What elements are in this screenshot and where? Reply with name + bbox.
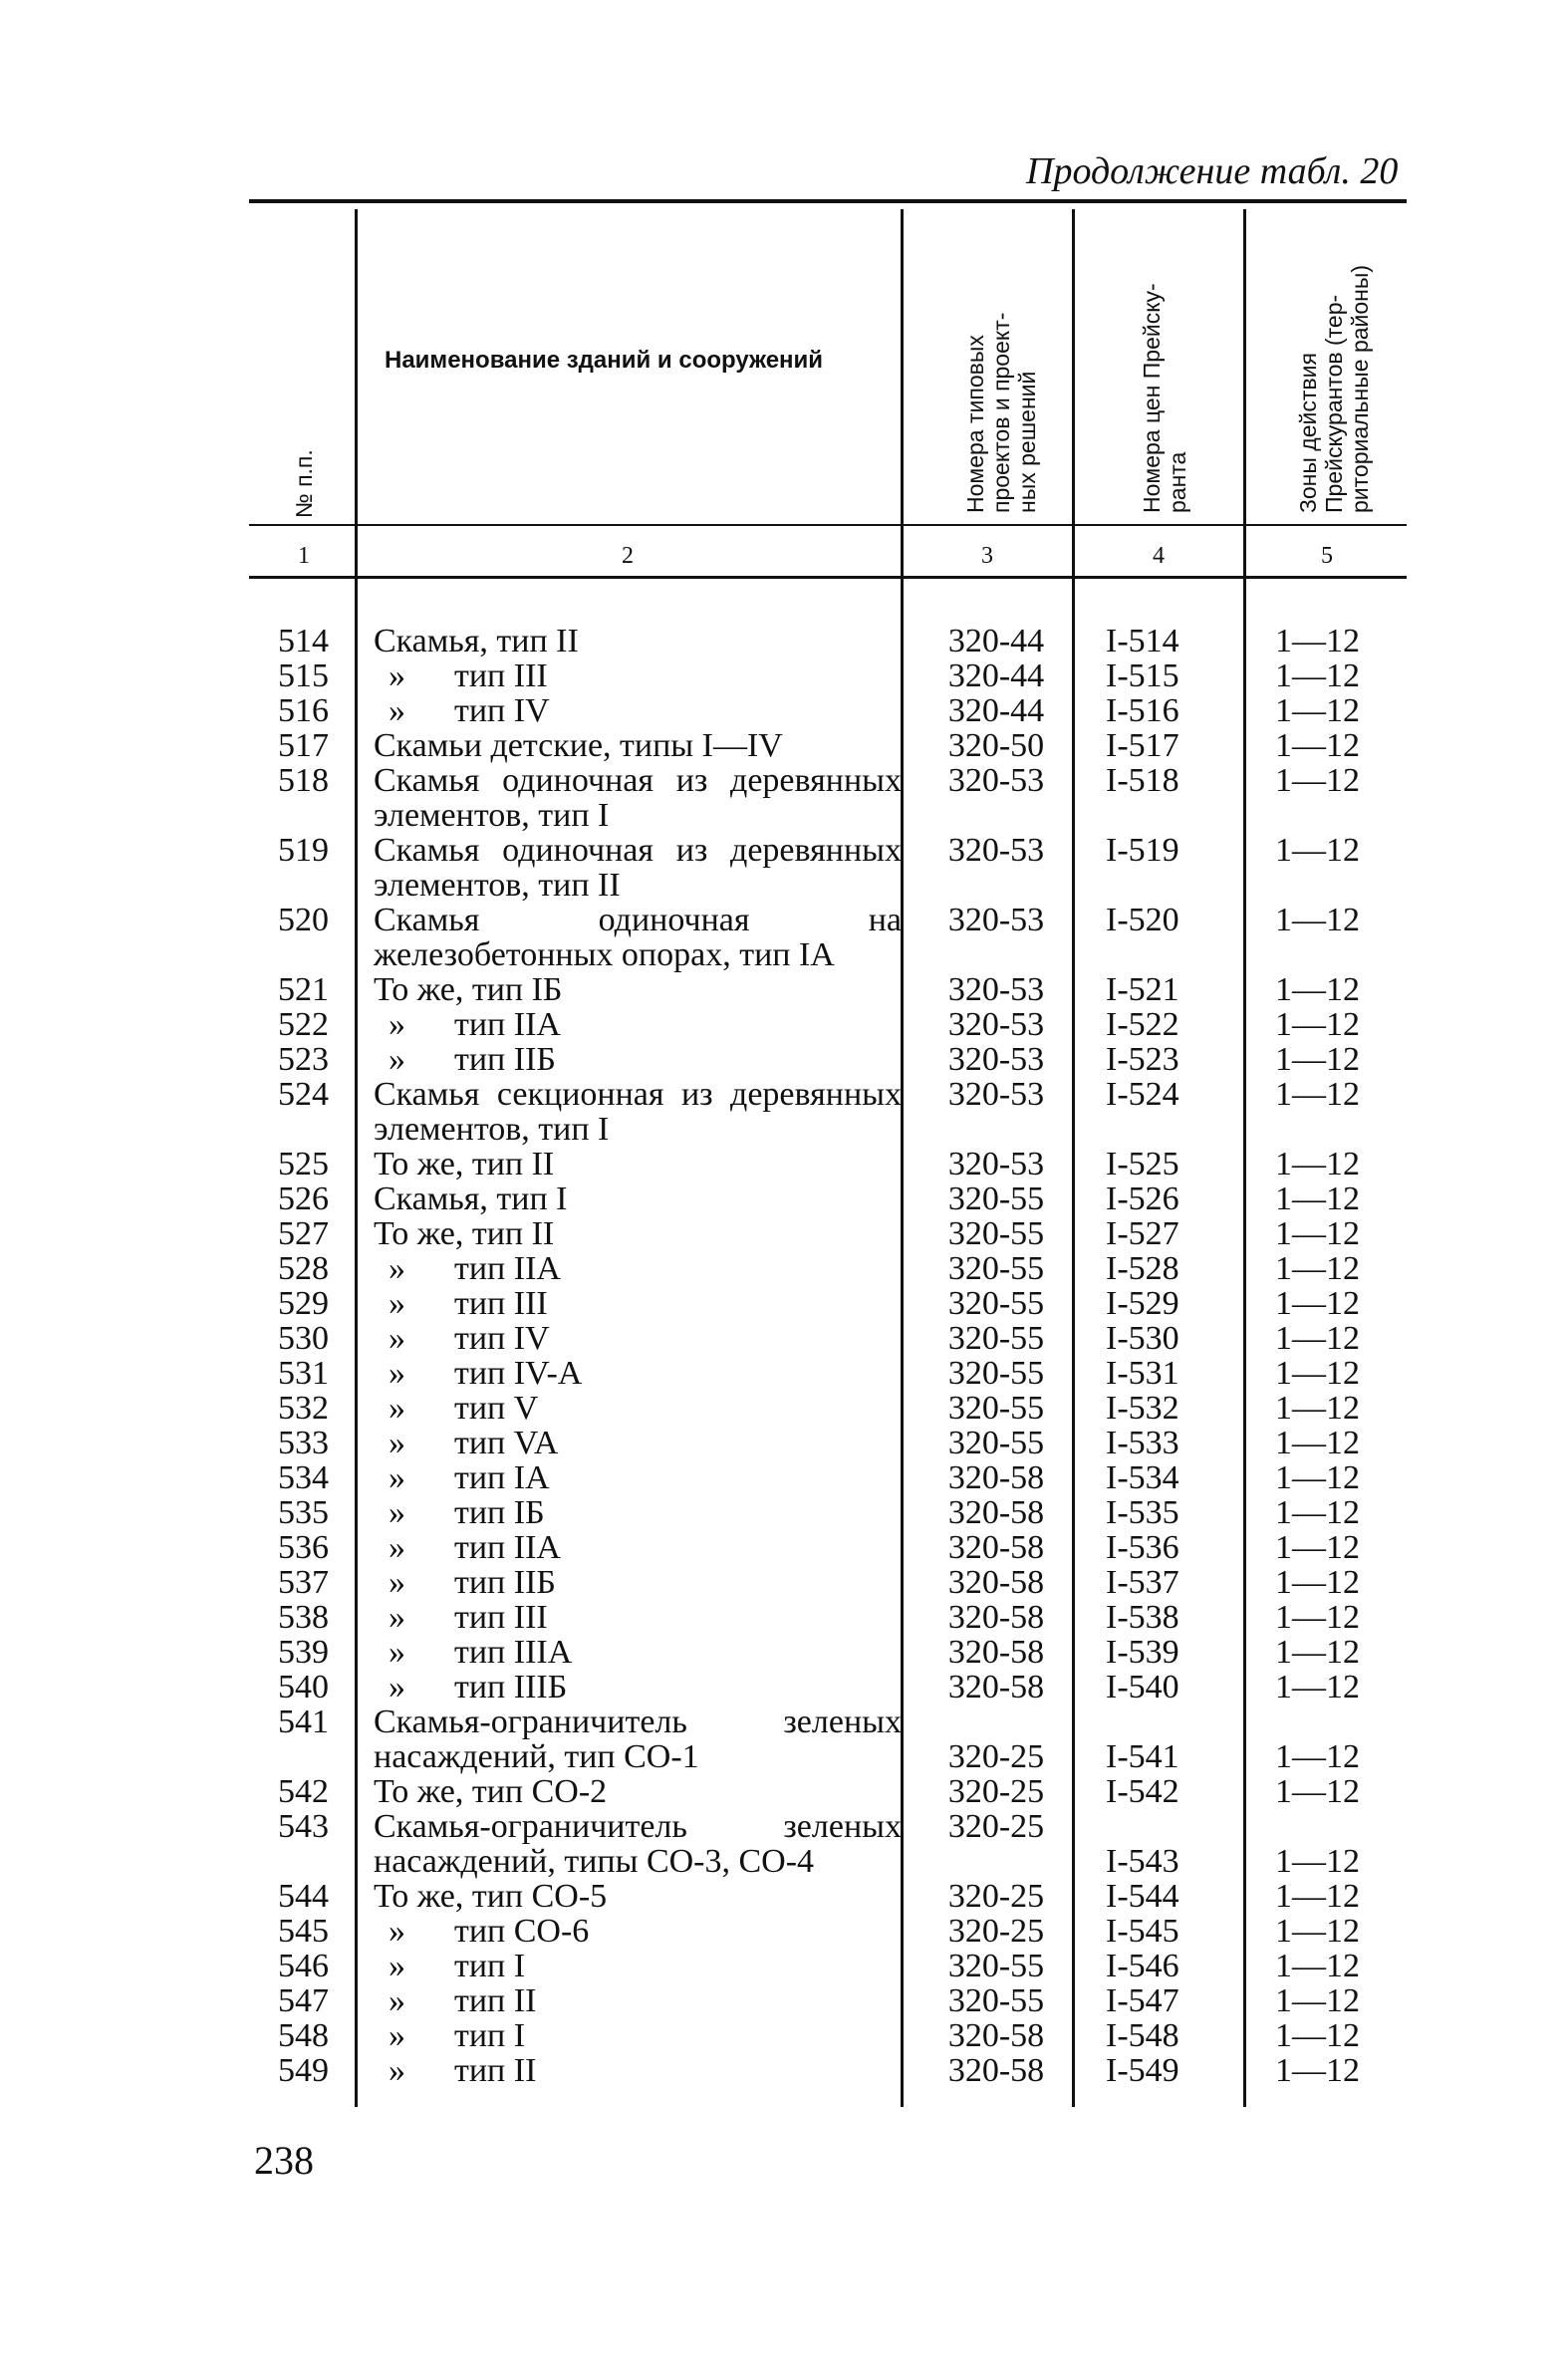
- row-number: 541: [278, 1704, 329, 1740]
- row-number: 538: [278, 1599, 329, 1636]
- row-name-text: тип IV-A: [454, 1355, 583, 1392]
- table-row: [249, 1600, 1407, 1635]
- table-row: [249, 1530, 1407, 1565]
- row-number: 537: [278, 1564, 329, 1601]
- row-name-text: тип IIА: [454, 1250, 561, 1287]
- row-number: 525: [278, 1146, 329, 1182]
- row-project: 320-55: [947, 1355, 1045, 1392]
- table-row: [249, 1251, 1407, 1286]
- row-project: 320-58: [947, 1564, 1045, 1601]
- row-name: [374, 1356, 902, 1391]
- row-number: 547: [278, 1982, 329, 2019]
- row-price-number: I-526: [1106, 1180, 1179, 1217]
- row-number: 520: [278, 902, 329, 938]
- row-project: 320-53: [947, 902, 1045, 938]
- header-col3: [962, 313, 1040, 513]
- row-number: 533: [278, 1425, 329, 1461]
- row-price-number: I-522: [1106, 1006, 1179, 1043]
- row-zone: 1—12: [1275, 1494, 1360, 1531]
- row-name-text: тип СО-6: [454, 1913, 590, 1950]
- row-name: [374, 2053, 902, 2088]
- row-price-number: I-520: [1106, 902, 1179, 938]
- row-project: 320-53: [947, 971, 1045, 1008]
- table-row: [249, 1460, 1407, 1495]
- row-project: 320-25: [947, 1913, 1045, 1950]
- header-col2: Наименование зданий и сооружений: [385, 347, 824, 374]
- row-project: 320-58: [947, 1529, 1045, 1566]
- colnum-2: 2: [622, 543, 634, 569]
- table-row: [249, 624, 1407, 658]
- row-name-text: тип III: [454, 1599, 548, 1636]
- row-project: 320-53: [947, 1041, 1045, 1078]
- row-number: 531: [278, 1355, 329, 1392]
- ditto-mark: »: [389, 1564, 405, 1601]
- table-row: [249, 658, 1407, 693]
- row-number: 529: [278, 1285, 329, 1322]
- header-col1: [291, 449, 317, 518]
- ditto-mark: »: [389, 1982, 405, 2019]
- header-col3-line3: ных решений: [1014, 371, 1040, 513]
- row-price-number: I-539: [1106, 1634, 1179, 1671]
- row-project: 320-53: [947, 762, 1045, 799]
- row-number: 536: [278, 1529, 329, 1566]
- row-price-number: I-518: [1106, 762, 1179, 799]
- table-top-rule: [249, 199, 1407, 203]
- row-number: 542: [278, 1773, 329, 1810]
- row-project: 320-58: [947, 2052, 1045, 2089]
- row-name-text: тип IIБ: [454, 1041, 556, 1078]
- row-zone: 1—12: [1275, 1425, 1360, 1461]
- table-row: [249, 1147, 1407, 1181]
- table-row: [249, 833, 1407, 903]
- row-price-number: I-527: [1106, 1215, 1179, 1252]
- row-name-text: тип III: [454, 657, 548, 694]
- row-zone: 1—12: [1275, 2052, 1360, 2089]
- row-number: 548: [278, 2017, 329, 2054]
- row-name: [374, 1635, 902, 1670]
- row-name-text: тип I: [454, 2017, 526, 2054]
- row-zone: 1—12: [1275, 1076, 1360, 1113]
- row-zone: 1—12: [1275, 623, 1360, 659]
- table-row: [249, 2053, 1407, 2088]
- header-bottom-rule: [249, 524, 1407, 526]
- row-zone: 1—12: [1275, 657, 1360, 694]
- row-name: То же, тип СО-2: [374, 1773, 608, 1810]
- row-project: 320-55: [947, 1390, 1045, 1427]
- row-price-number: I-546: [1106, 1948, 1179, 1984]
- table-row: [249, 1042, 1407, 1077]
- row-number: 544: [278, 1878, 329, 1915]
- row-number: 527: [278, 1215, 329, 1252]
- row-number: 528: [278, 1250, 329, 1287]
- table-row: [249, 1356, 1407, 1391]
- row-name: [374, 1042, 902, 1077]
- row-project: 320-44: [947, 692, 1045, 729]
- row-zone: 1—12: [1275, 1773, 1360, 1810]
- row-zone: 1—12: [1275, 1634, 1360, 1671]
- row-project: 320-55: [947, 1180, 1045, 1217]
- table-body: [249, 624, 1407, 2088]
- row-price-number: I-515: [1106, 657, 1179, 694]
- row-price-number: I-514: [1106, 623, 1179, 659]
- row-name: [374, 2018, 902, 2053]
- row-name: [374, 1600, 902, 1635]
- table-row: [249, 972, 1407, 1007]
- table-row: [249, 1495, 1407, 1530]
- ditto-mark: »: [389, 692, 405, 729]
- row-project: 320-53: [947, 1006, 1045, 1043]
- row-number: 526: [278, 1180, 329, 1217]
- row-name: [374, 1321, 902, 1356]
- table-row: [249, 1321, 1407, 1356]
- table-row: [249, 1809, 1407, 1879]
- row-name: То же, тип IБ: [374, 971, 563, 1008]
- table-row: [249, 1914, 1407, 1949]
- row-name-text: тип IV: [454, 692, 550, 729]
- table-row: [249, 1774, 1407, 1809]
- table-row: [249, 903, 1407, 972]
- row-name: Скамья, тип II: [374, 623, 579, 659]
- row-project: 320-58: [947, 1669, 1045, 1705]
- ditto-mark: »: [389, 1494, 405, 1531]
- row-price-number: I-529: [1106, 1285, 1179, 1322]
- row-number: 514: [278, 623, 329, 659]
- table-caption: Продолжение табл. 20: [1026, 150, 1399, 192]
- ditto-mark: »: [389, 1948, 405, 1984]
- row-name: То же, тип СО-5: [374, 1878, 608, 1915]
- row-name-text: тип I: [454, 1948, 526, 1984]
- row-price-number: I-541: [1106, 1738, 1179, 1775]
- row-zone: 1—12: [1275, 1146, 1360, 1182]
- row-number: 516: [278, 692, 329, 729]
- row-price-number: I-525: [1106, 1146, 1179, 1182]
- table-row: [249, 1983, 1407, 2018]
- row-number: 545: [278, 1913, 329, 1950]
- ditto-mark: »: [389, 2017, 405, 2054]
- row-price-number: I-542: [1106, 1773, 1179, 1810]
- row-name: Скамья одиночная на железобетонных опорах, тип IA: [374, 902, 902, 973]
- row-price-number: I-534: [1106, 1459, 1179, 1496]
- table-row: [249, 763, 1407, 833]
- row-name: [374, 1007, 902, 1042]
- row-price-number: I-523: [1106, 1041, 1179, 1078]
- ditto-mark: »: [389, 1529, 405, 1566]
- row-project: 320-58: [947, 1634, 1045, 1671]
- row-zone: 1—12: [1275, 1913, 1360, 1950]
- ditto-mark: »: [389, 1390, 405, 1427]
- row-name: [374, 1670, 902, 1705]
- row-zone: 1—12: [1275, 1948, 1360, 1984]
- table-row: [249, 1216, 1407, 1251]
- ditto-mark: »: [389, 1355, 405, 1392]
- row-zone: 1—12: [1275, 1878, 1360, 1915]
- table-row: [249, 1286, 1407, 1321]
- table-row: [249, 1879, 1407, 1914]
- row-zone: 1—12: [1275, 1529, 1360, 1566]
- ditto-mark: »: [389, 1669, 405, 1705]
- row-zone: 1—12: [1275, 971, 1360, 1008]
- row-project: 320-44: [947, 657, 1045, 694]
- row-name: [374, 1565, 902, 1600]
- ditto-mark: »: [389, 1634, 405, 1671]
- row-name-text: тип V: [454, 1390, 539, 1427]
- row-number: 519: [278, 832, 329, 869]
- row-zone: 1—12: [1275, 832, 1360, 869]
- row-price-number: I-533: [1106, 1425, 1179, 1461]
- ditto-mark: »: [389, 1250, 405, 1287]
- row-number: 540: [278, 1669, 329, 1705]
- row-name-text: тип IV: [454, 1320, 550, 1357]
- ditto-mark: »: [389, 1459, 405, 1496]
- row-name-text: тип III: [454, 1285, 548, 1322]
- row-zone: 1—12: [1275, 1041, 1360, 1078]
- row-price-number: I-528: [1106, 1250, 1179, 1287]
- table-row: [249, 2018, 1407, 2053]
- row-number: 518: [278, 762, 329, 799]
- row-name: Скамья, тип I: [374, 1180, 568, 1217]
- row-number: 530: [278, 1320, 329, 1357]
- row-price-number: I-532: [1106, 1390, 1179, 1427]
- row-project: 320-55: [947, 1982, 1045, 2019]
- row-name: [374, 1251, 902, 1286]
- table-row: [249, 1670, 1407, 1705]
- colnum-bottom-rule: [249, 576, 1407, 579]
- row-price-number: I-538: [1106, 1599, 1179, 1636]
- row-price-number: I-543: [1106, 1843, 1179, 1880]
- row-number: 515: [278, 657, 329, 694]
- row-project: 320-55: [947, 1250, 1045, 1287]
- row-price-number: I-548: [1106, 2017, 1179, 2054]
- ditto-mark: »: [389, 1041, 405, 1078]
- table-row: [249, 728, 1407, 763]
- row-number: 549: [278, 2052, 329, 2089]
- table-row: [249, 693, 1407, 728]
- row-name: [374, 658, 902, 693]
- table-row: [249, 1007, 1407, 1042]
- row-project: 320-25: [947, 1878, 1045, 1915]
- row-number: 535: [278, 1494, 329, 1531]
- row-name: [374, 1391, 902, 1426]
- row-zone: 1—12: [1275, 1390, 1360, 1427]
- row-project: 320-25: [947, 1773, 1045, 1810]
- ditto-mark: »: [389, 1599, 405, 1636]
- row-name: Скамья-ограничитель зеленых насаждений, типы СО-3, СО-4: [374, 1808, 902, 1880]
- row-zone: 1—12: [1275, 902, 1360, 938]
- row-price-number: I-531: [1106, 1355, 1179, 1392]
- row-project: 320-25: [947, 1738, 1045, 1775]
- header-col4-line2: ранта: [1165, 451, 1190, 513]
- row-price-number: I-545: [1106, 1913, 1179, 1950]
- row-number: 521: [278, 971, 329, 1008]
- row-zone: 1—12: [1275, 2017, 1360, 2054]
- row-price-number: I-519: [1106, 832, 1179, 869]
- row-project: 320-58: [947, 1459, 1045, 1496]
- row-price-number: I-516: [1106, 692, 1179, 729]
- ditto-mark: »: [389, 1006, 405, 1043]
- row-zone: 1—12: [1275, 1982, 1360, 2019]
- row-zone: 1—12: [1275, 1564, 1360, 1601]
- row-name: [374, 1983, 902, 2018]
- row-name: То же, тип II: [374, 1215, 555, 1252]
- row-price-number: I-521: [1106, 971, 1179, 1008]
- row-price-number: I-535: [1106, 1494, 1179, 1531]
- row-price-number: I-540: [1106, 1669, 1179, 1705]
- row-number: 524: [278, 1076, 329, 1113]
- row-project: 320-55: [947, 1948, 1045, 1984]
- row-project: 320-58: [947, 1494, 1045, 1531]
- row-zone: 1—12: [1275, 762, 1360, 799]
- row-name: Скамья одиночная из деревянных элементов, тип I: [374, 762, 902, 834]
- header-col5: [1295, 265, 1373, 513]
- ditto-mark: »: [389, 1913, 405, 1950]
- row-price-number: I-544: [1106, 1878, 1179, 1915]
- row-name: То же, тип II: [374, 1146, 555, 1182]
- row-number: 543: [278, 1808, 329, 1845]
- row-name: Скамья одиночная из деревянных элементов, тип II: [374, 832, 902, 904]
- row-zone: 1—12: [1275, 1599, 1360, 1636]
- table-row: [249, 1635, 1407, 1670]
- header-col4-line1: Номера цен Прейску-: [1139, 283, 1165, 513]
- row-price-number: I-547: [1106, 1982, 1179, 2019]
- row-project: 320-55: [947, 1215, 1045, 1252]
- row-number: 517: [278, 727, 329, 764]
- colnum-1: 1: [298, 543, 310, 569]
- row-zone: 1—12: [1275, 1006, 1360, 1043]
- row-number: 523: [278, 1041, 329, 1078]
- row-name: [374, 1949, 902, 1983]
- table-row: [249, 1565, 1407, 1600]
- row-zone: 1—12: [1275, 1215, 1360, 1252]
- row-name: [374, 1495, 902, 1530]
- row-zone: 1—12: [1275, 1459, 1360, 1496]
- price-table: [249, 199, 1407, 2122]
- row-price-number: I-517: [1106, 727, 1179, 764]
- ditto-mark: »: [389, 2052, 405, 2089]
- row-name: Скамьи детские, типы I—IV: [374, 727, 783, 764]
- row-zone: 1—12: [1275, 1180, 1360, 1217]
- row-number: 532: [278, 1390, 329, 1427]
- header-col5-line2: Прейскурантов (тер-: [1321, 294, 1347, 513]
- row-project: 320-58: [947, 1599, 1045, 1636]
- row-number: 546: [278, 1948, 329, 1984]
- row-name-text: тип IIA: [454, 1529, 561, 1566]
- row-name-text: тип IIБ: [454, 1564, 556, 1601]
- header-col5-line1: Зоны действия: [1295, 353, 1321, 513]
- row-name: [374, 1530, 902, 1565]
- row-zone: 1—12: [1275, 727, 1360, 764]
- header-col1-text: № п.п.: [291, 449, 317, 518]
- row-name-text: тип IБ: [454, 1494, 545, 1531]
- row-name: [374, 1286, 902, 1321]
- row-name-text: тип II: [454, 2052, 537, 2089]
- row-number: 534: [278, 1459, 329, 1496]
- row-price-number: I-524: [1106, 1076, 1179, 1113]
- row-project: 320-55: [947, 1320, 1045, 1357]
- row-project: 320-53: [947, 1146, 1045, 1182]
- colnum-5: 5: [1321, 543, 1333, 569]
- row-name-text: тип VA: [454, 1425, 559, 1461]
- table-row: [249, 1077, 1407, 1147]
- row-project: 320-53: [947, 1076, 1045, 1113]
- table-row: [249, 1391, 1407, 1426]
- table-row: [249, 1705, 1407, 1774]
- ditto-mark: »: [389, 1425, 405, 1461]
- row-name-text: тип IIА: [454, 1006, 561, 1043]
- row-project: 320-55: [947, 1425, 1045, 1461]
- row-project: 320-58: [947, 2017, 1045, 2054]
- row-name: [374, 1426, 902, 1460]
- row-project: 320-50: [947, 727, 1045, 764]
- row-price-number: I-530: [1106, 1320, 1179, 1357]
- row-name-text: тип IIIA: [454, 1634, 573, 1671]
- row-zone: 1—12: [1275, 1285, 1360, 1322]
- header-col5-line3: риториальные районы): [1347, 264, 1373, 513]
- colnum-4: 4: [1153, 543, 1165, 569]
- table-row: [249, 1181, 1407, 1216]
- row-number: 539: [278, 1634, 329, 1671]
- page-number: 238: [254, 2138, 314, 2183]
- row-name-text: тип IA: [454, 1459, 550, 1496]
- table-row: [249, 1426, 1407, 1460]
- row-project: 320-44: [947, 623, 1045, 659]
- header-col3-line2: проектов и проект-: [988, 312, 1014, 513]
- row-price-number: I-549: [1106, 2052, 1179, 2089]
- row-zone: 1—12: [1275, 1738, 1360, 1775]
- row-name-text: тип II: [454, 1982, 537, 2019]
- row-name: [374, 693, 902, 728]
- row-project: 320-53: [947, 832, 1045, 869]
- table-row: [249, 1949, 1407, 1983]
- row-number: 522: [278, 1006, 329, 1043]
- row-zone: 1—12: [1275, 1669, 1360, 1705]
- row-project: 320-25: [947, 1808, 1045, 1845]
- row-name: [374, 1460, 902, 1495]
- row-project: 320-55: [947, 1285, 1045, 1322]
- row-zone: 1—12: [1275, 1250, 1360, 1287]
- header-col4: [1139, 283, 1190, 513]
- ditto-mark: »: [389, 657, 405, 694]
- colnum-3: 3: [981, 543, 993, 569]
- row-zone: 1—12: [1275, 1320, 1360, 1357]
- row-zone: 1—12: [1275, 692, 1360, 729]
- row-price-number: I-537: [1106, 1564, 1179, 1601]
- row-name-text: тип IIIБ: [454, 1669, 568, 1705]
- row-zone: 1—12: [1275, 1355, 1360, 1392]
- ditto-mark: »: [389, 1285, 405, 1322]
- header-col3-line1: Номера типовых: [962, 335, 988, 513]
- row-name: Скамья-ограничитель зеленых насаждений, тип СО-1: [374, 1704, 902, 1775]
- row-price-number: I-536: [1106, 1529, 1179, 1566]
- row-name: [374, 1914, 902, 1949]
- ditto-mark: »: [389, 1320, 405, 1357]
- row-zone: 1—12: [1275, 1843, 1360, 1880]
- row-name: Скамья секционная из деревянных элементов, тип I: [374, 1076, 902, 1148]
